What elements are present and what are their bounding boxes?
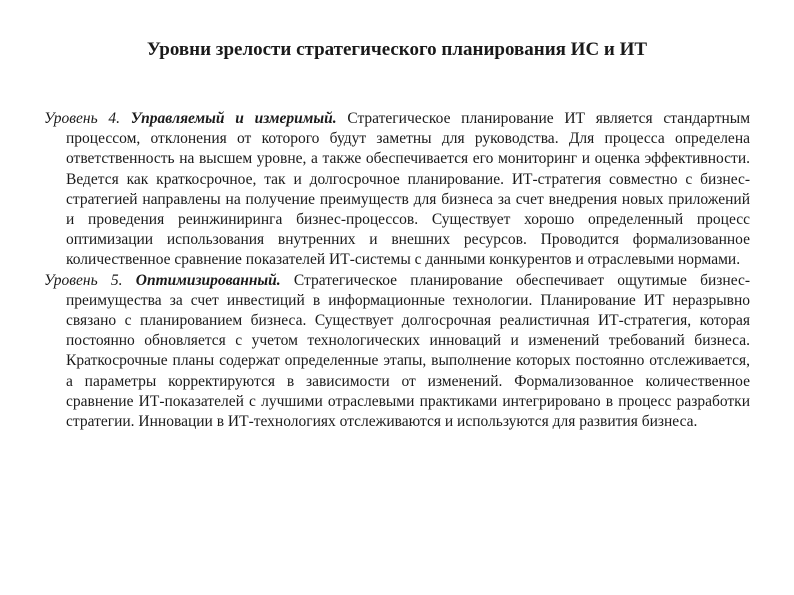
slide-title: Уровни зрелости стратегического планирования ИС и ИТ xyxy=(146,39,648,60)
level-5-text: Стратегическое планирование обеспечивает ощутимые бизнес-преимущества за счет инвестиций в информационные технологии. Планирование ИТ неразрывно связано с планированием бизнеса. Существует долгосрочная реалистичная ИТ-стратегия, которая постоянно обновляется с учетом технологических инноваций и изменений требований бизнеса. Краткосрочные планы содержат определенные этапы, выполнение которых постоянно отслеживается, а параметры корректируются в зависимости от изменений. Формализованное количественное сравнение ИТ-показателей с лучшими отраслевыми практиками интегрировано в процесс разработки стратегии. Инновации в ИТ-технологиях отслеживаются и используются для развития бизнеса. xyxy=(66,271,751,431)
level-5-name: Оптимизированный. xyxy=(135,271,281,289)
slide-content xyxy=(44,109,750,432)
level-5-paragraph xyxy=(44,271,750,433)
level-4-text: Стратегическое планирование ИТ является стандартным процессом, отклонения от которого будут заметны для руководства. Для процесса определена ответственность на высшем уровне, а также обеспечивается его мониторинг и оценка эффективности. Ведется как краткосрочное, так и долгосрочное планирование. ИТ-стратегия совместно с бизнес-стратегией направлены на получение преимуществ для бизнеса за счет внедрения новых приложений и проведения реинжиниринга бизнес-процессов. Существует хорошо определенный процесс оптимизации использования внутренних и внешних ресурсов. Проводится формализованное количественное сравнение показателей ИТ-системы с данными конкурентов и отраслевыми нормами. xyxy=(66,110,751,269)
level-4-name: Управляемый и измеримый. xyxy=(130,110,337,127)
level-4-paragraph xyxy=(44,109,750,271)
level-4-label: Уровень 4. xyxy=(44,110,120,127)
level-5-label: Уровень 5. xyxy=(44,271,123,289)
